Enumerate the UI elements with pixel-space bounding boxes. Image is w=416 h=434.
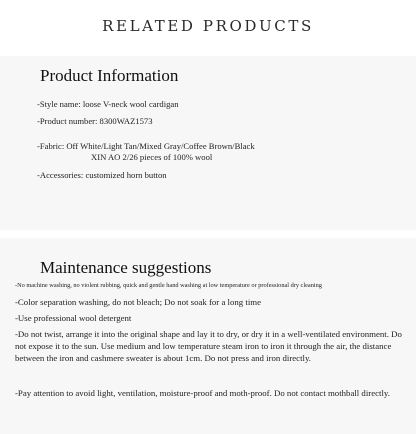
maintenance-item-washing: -No machine washing, no violent rubbing, quick and gentle hand washing at low temperature or professional dry cleaning — [15, 282, 322, 289]
maintenance-item-detergent: -Use professional wool detergent — [15, 313, 132, 323]
accessories-line: -Accessories: customized horn button — [37, 170, 167, 180]
maintenance-section — [0, 238, 416, 434]
fabric-detail-line: XIN AO 2/26 pieces of 100% wool — [91, 152, 213, 162]
related-products-title: RELATED PRODUCTS — [102, 17, 314, 35]
product-information-title: Product Information — [40, 66, 179, 85]
maintenance-title: Maintenance suggestions — [40, 258, 212, 277]
fabric-line: -Fabric: Off White/Light Tan/Mixed Gray/Coffee Brown/Black — [37, 141, 255, 151]
product-information-section — [0, 56, 416, 230]
maintenance-item-storage: -Pay attention to avoid light, ventilation, moisture-proof and moth-proof. Do not contact mothball directly. — [15, 388, 390, 398]
maintenance-item-color-separation: -Color separation washing, do not bleach; Do not soak for a long time — [15, 297, 262, 307]
related-products-header — [0, 0, 416, 56]
style-name-line: -Style name: loose V-neck wool cardigan — [37, 99, 179, 109]
maintenance-item-drying-ironing: -Do not twist, arrange it into the original shape and lay it to dry, or dry it in a well-ventilated environment. Do not expose it to the sun. Use medium and low temperature steam iron to iron it through the air, the distance between the iron and cashmere sweater is about 1cm. Do not press and iron directly. — [15, 329, 402, 364]
product-number-line: -Product number: 8300WAZ1573 — [37, 116, 153, 126]
